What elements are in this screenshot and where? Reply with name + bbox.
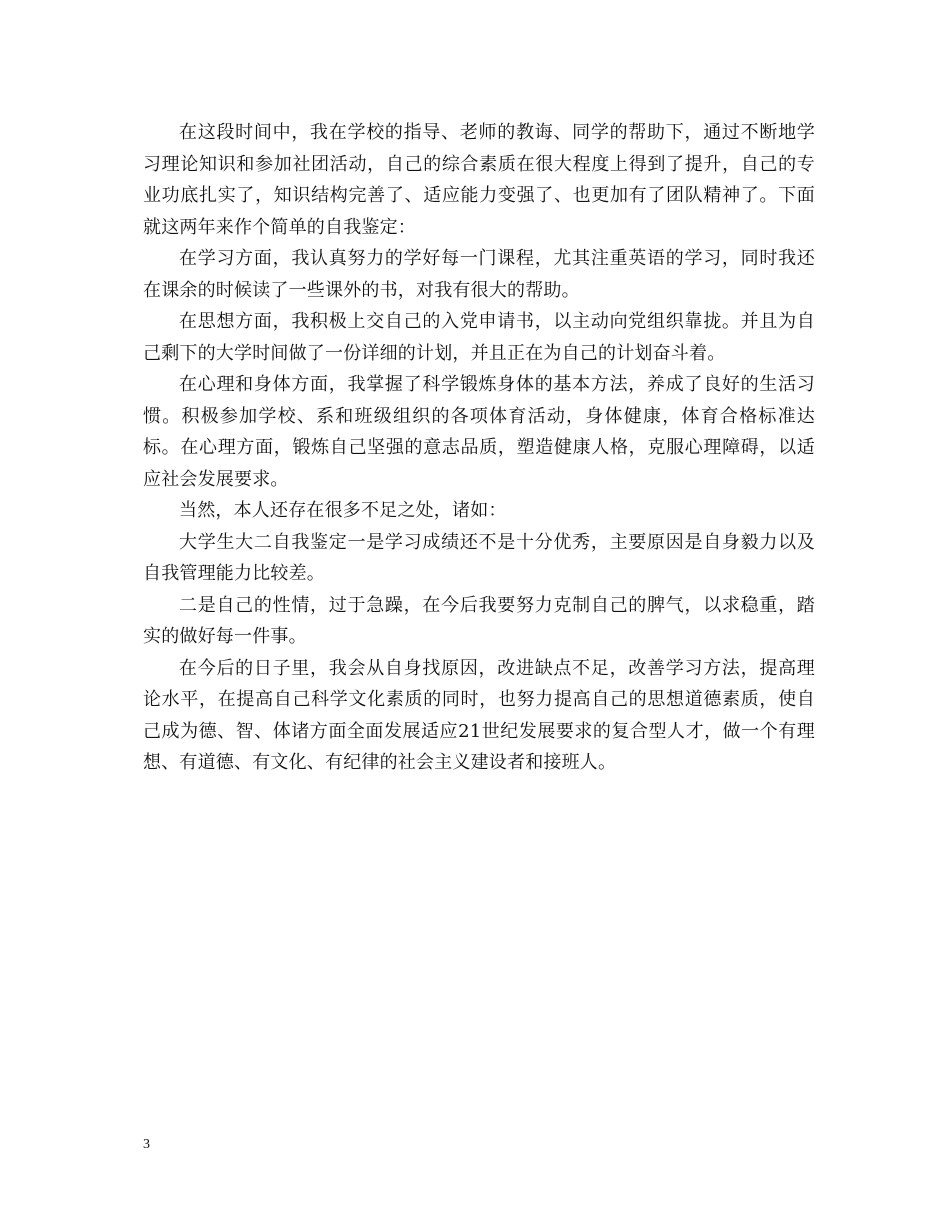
page-number: 3: [143, 1137, 150, 1152]
paragraph-shortcomings-intro: 当然，本人还存在很多不足之处，诸如：: [179, 500, 507, 521]
paragraph-conclusion: 在今后的日子里，我会从自身找原因，改进缺点不足，改善学习方法，提高理论水平，在提高自己科学文化素质的同时，也努力提高自己的思想道德素质，使自己成为德、智、体诸方面全面发展适应21世纪发展要求的复合型人才，做一个有理想、有道德、有文化、有纪律的社会主义建设者和接班人。: [143, 657, 815, 773]
document-body: [143, 117, 815, 779]
paragraph-shortcoming-two: 二是自己的性情，过于急躁，在今后我要努力克制自己的脾气，以求稳重，踏实的做好每一件事。: [143, 594, 815, 647]
paragraph-intro: 在这段时间中，我在学校的指导、老师的教诲、同学的帮助下，通过不断地学习理论知识和参加社团活动，自己的综合素质在很大程度上得到了提升，自己的专业功底扎实了，知识结构完善了、适应能力变强了、也更加有了团队精神了。下面就这两年来作个简单的自我鉴定：: [143, 122, 815, 238]
paragraph-health: 在心理和身体方面，我掌握了科学锻炼身体的基本方法，养成了良好的生活习惯。积极参加学校、系和班级组织的各项体育活动，身体健康，体育合格标准达标。在心理方面，锻炼自己坚强的意志品质，塑造健康人格，克服心理障碍，以适应社会发展要求。: [143, 374, 815, 490]
paragraph-ideology: 在思想方面，我积极上交自己的入党申请书，以主动向党组织靠拢。并且为自己剩下的大学时间做了一份详细的计划，并且正在为自己的计划奋斗着。: [143, 311, 815, 364]
paragraph-shortcoming-one: 大学生大二自我鉴定一是学习成绩还不是十分优秀，主要原因是自身毅力以及自我管理能力比较差。: [143, 531, 815, 584]
paragraph-study: 在学习方面，我认真努力的学好每一门课程，尤其注重英语的学习，同时我还在课余的时候读了一些课外的书，对我有很大的帮助。: [143, 248, 815, 301]
